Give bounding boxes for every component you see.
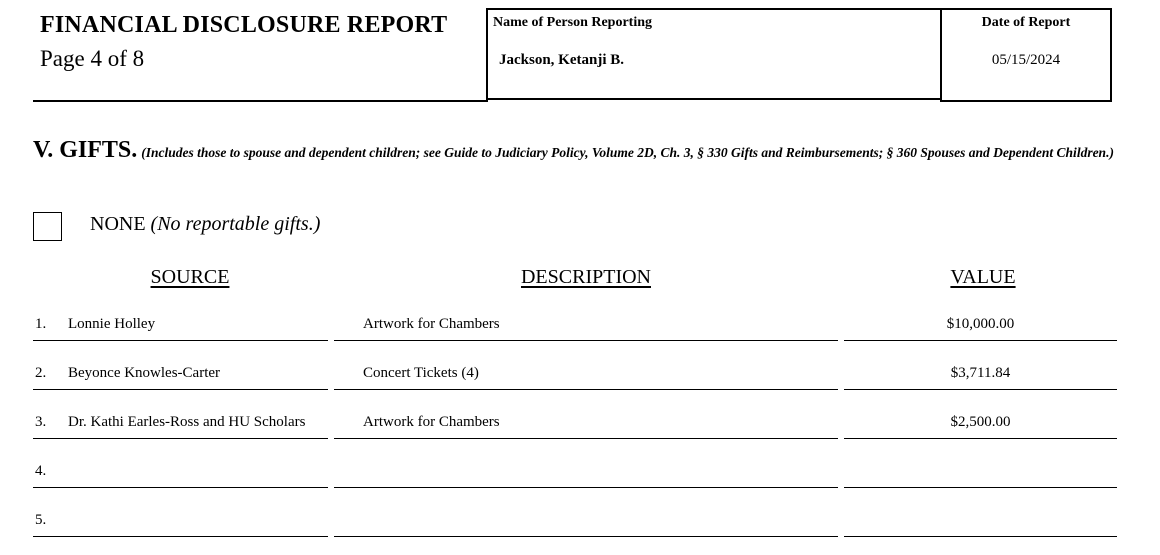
source-underline <box>33 340 328 341</box>
date-label: Date of Report <box>981 15 1071 30</box>
value-underline <box>844 536 1117 537</box>
section-note: (Includes those to spouse and dependent children; see Guide to Judiciary Policy, Volume 2D, Ch. 3, § 330 Gifts and Reimbursements; § 360 Spouses and Dependent Children.) <box>141 145 1114 160</box>
column-header-source: SOURCE <box>150 266 230 288</box>
description-underline <box>334 438 838 439</box>
value-underline <box>844 340 1117 341</box>
row-number: 3. <box>35 414 47 430</box>
gift-source: Dr. Kathi Earles-Ross and HU Scholars <box>68 414 306 430</box>
row-number: 1. <box>35 316 47 332</box>
value-underline <box>844 487 1117 488</box>
gift-value: $2,500.00 <box>950 414 1011 430</box>
gift-description: Artwork for Chambers <box>363 414 500 430</box>
name-label: Name of Person Reporting <box>493 15 653 30</box>
column-header-value: VALUE <box>950 266 1016 288</box>
value-underline <box>844 438 1117 439</box>
description-underline <box>334 487 838 488</box>
header-divider <box>33 100 488 102</box>
page-number: Page 4 of 8 <box>40 46 145 71</box>
section-heading <box>33 136 1123 167</box>
row-number: 2. <box>35 365 47 381</box>
source-underline <box>33 487 328 488</box>
description-underline <box>334 536 838 537</box>
source-underline <box>33 536 328 537</box>
gift-description: Concert Tickets (4) <box>363 365 479 381</box>
none-label: NONE <box>90 213 146 235</box>
source-underline <box>33 438 328 439</box>
name-value: Jackson, Ketanji B. <box>499 52 625 68</box>
column-header-description: DESCRIPTION <box>520 266 651 288</box>
gift-source: Beyonce Knowles-Carter <box>68 365 221 381</box>
report-title: FINANCIAL DISCLOSURE REPORT <box>40 12 448 38</box>
none-option <box>90 213 320 236</box>
date-value: 05/15/2024 <box>991 52 1061 68</box>
gift-value: $3,711.84 <box>950 365 1011 381</box>
section-title: V. GIFTS. <box>33 137 138 163</box>
gift-value: $10,000.00 <box>946 316 1015 332</box>
value-underline <box>844 389 1117 390</box>
gift-source: Lonnie Holley <box>68 316 156 332</box>
source-underline <box>33 389 328 390</box>
description-underline <box>334 389 838 390</box>
row-number: 5. <box>35 512 47 528</box>
gift-description: Artwork for Chambers <box>363 316 500 332</box>
none-checkbox[interactable] <box>33 212 62 241</box>
none-note: (No reportable gifts.) <box>150 213 321 235</box>
row-number: 4. <box>35 463 47 479</box>
description-underline <box>334 340 838 341</box>
